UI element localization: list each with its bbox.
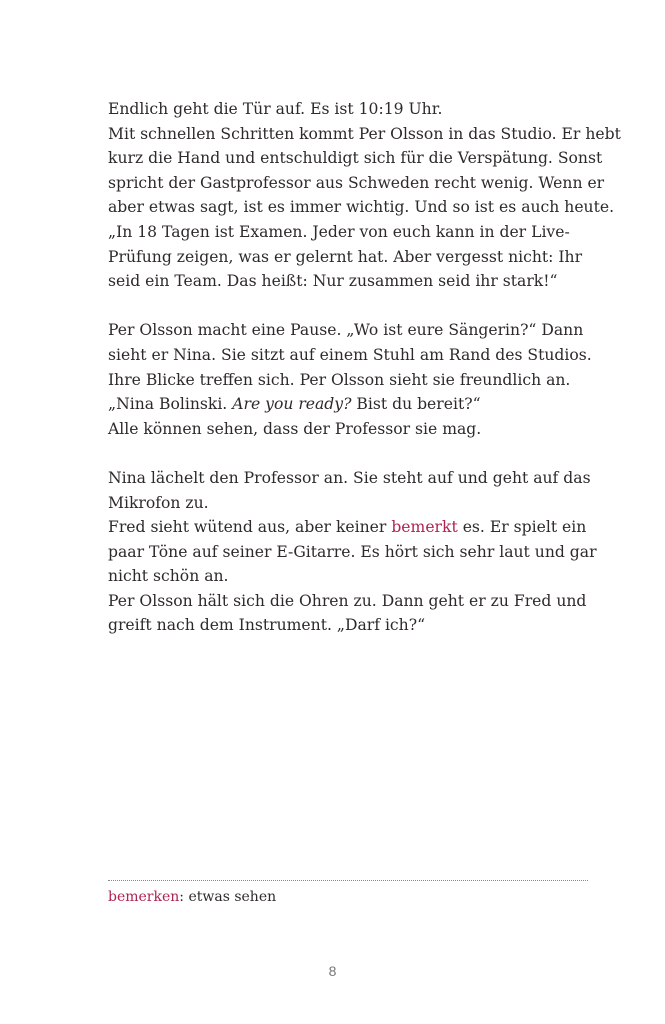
footnote-definition: : etwas sehen <box>179 889 277 905</box>
text-line: Per Olsson hält sich die Ohren zu. Dann geht er zu Fred und <box>108 591 587 610</box>
text-line: Prüfung zeigen, was er gelernt hat. Aber vergesst nicht: Ihr <box>108 247 583 266</box>
text-line: spricht der Gastprofessor aus Schweden recht wenig. Wenn er <box>108 173 605 192</box>
text-line: aber etwas sagt, ist es immer wichtig. Und so ist es auch heute. <box>108 198 615 217</box>
text-line: kurz die Hand und entschuldigt sich für die Verspätung. Sonst <box>108 149 603 168</box>
footnote-term: bemerken <box>108 889 180 905</box>
text-line: Nina lächelt den Professor an. Sie steht auf und geht auf das <box>108 468 591 487</box>
text-line: Ihre Blicke treffen sich. Per Olsson sieht sie freundlich an. <box>108 370 571 389</box>
text-segment: Bist du bereit?“ <box>351 395 481 414</box>
text-segment: „Nina Bolinski. <box>108 395 233 414</box>
text-line: Alle können sehen, dass der Professor sie mag. <box>108 419 482 438</box>
footnote <box>108 887 276 907</box>
text-line: Mit schnellen Schritten kommt Per Olsson in das Studio. Er hebt <box>108 124 621 143</box>
vocabulary-keyword: bemerkt <box>391 518 458 537</box>
text-segment: Fred sieht wütend aus, aber keiner <box>108 518 392 537</box>
text-line: greift nach dem Instrument. „Darf ich?“ <box>108 616 426 635</box>
text-line: „In 18 Tagen ist Examen. Jeder von euch kann in der Live- <box>108 222 570 241</box>
paragraph-2 <box>108 318 598 441</box>
text-line <box>108 515 598 540</box>
paragraph-3 <box>108 466 598 638</box>
text-line: Endlich geht die Tür auf. Es ist 10:19 Uhr. <box>108 100 443 118</box>
text-line: seid ein Team. Das heißt: Nur zusammen seid ihr stark!“ <box>108 272 558 291</box>
text-segment: es. Er spielt ein <box>457 518 587 537</box>
footnote-divider <box>108 880 588 881</box>
text-line <box>108 392 598 417</box>
english-phrase: Are you ready? <box>232 395 352 414</box>
story-text <box>108 97 621 638</box>
page-number: 8 <box>328 963 337 979</box>
text-line: Per Olsson macht eine Pause. „Wo ist eure Sängerin?“ Dann <box>108 321 584 340</box>
paragraph-1 <box>108 97 621 294</box>
text-line: paar Töne auf seiner E-Gitarre. Es hört sich sehr laut und gar <box>108 542 597 561</box>
text-line: sieht er Nina. Sie sitzt auf einem Stuhl am Rand des Studios. <box>108 345 592 364</box>
text-line: Mikrofon zu. <box>108 493 209 512</box>
text-line: nicht schön an. <box>108 567 229 586</box>
